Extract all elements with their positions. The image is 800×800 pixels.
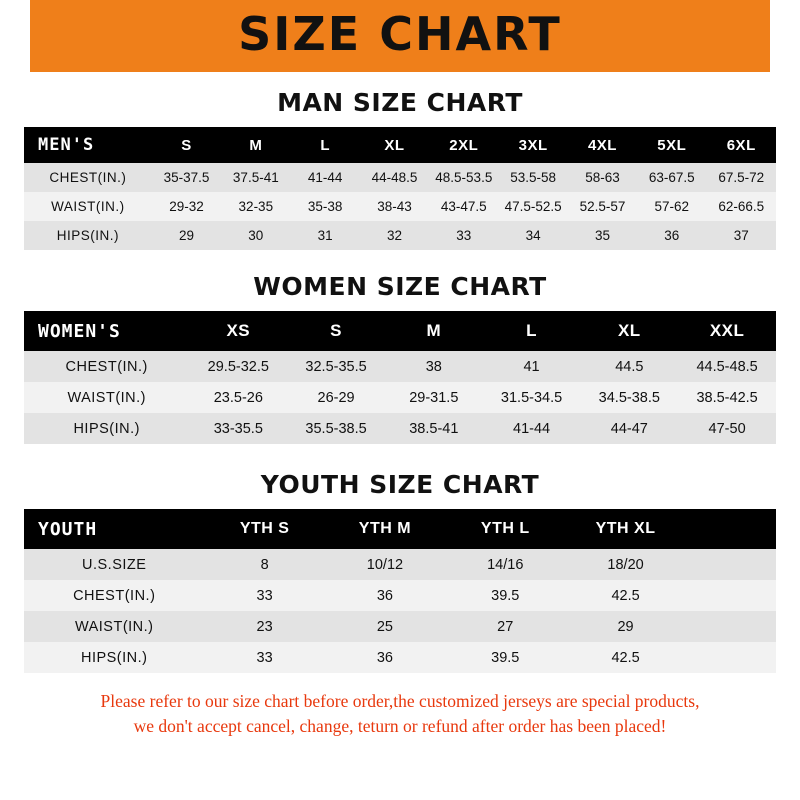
youth-col-2: YTH L <box>480 520 530 537</box>
man-row-0-label: CHEST(IN.) <box>24 163 152 192</box>
youth-r0-c3: 18/20 <box>565 549 685 580</box>
women-header-label: WOMEN'S <box>38 320 121 342</box>
man-row-2-label: HIPS(IN.) <box>24 221 152 250</box>
youth-row-1-label: CHEST(IN.) <box>24 580 204 611</box>
man-r0-c0: 35-37.5 <box>152 163 221 192</box>
youth-r0-spacer <box>686 549 776 580</box>
women-row-2-label: HIPS(IN.) <box>24 413 189 444</box>
man-r1-c2: 35-38 <box>290 192 359 221</box>
man-col-4: 2XL <box>449 136 479 154</box>
man-r1-c3: 38-43 <box>360 192 429 221</box>
women-r2-c4: 44-47 <box>580 413 678 444</box>
table-row <box>24 382 776 413</box>
women-r2-c2: 38.5-41 <box>385 413 483 444</box>
man-section-title: MAN SIZE CHART <box>277 88 523 117</box>
women-size-table <box>24 311 776 444</box>
man-r0-c1: 37.5-41 <box>221 163 290 192</box>
youth-col-spacer <box>686 509 776 549</box>
man-r2-c8: 37 <box>706 221 776 250</box>
man-r0-c5: 53.5-58 <box>498 163 567 192</box>
man-col-6: 4XL <box>587 136 617 154</box>
header-right-margin <box>770 0 800 72</box>
man-r0-c7: 63-67.5 <box>637 163 706 192</box>
man-r0-c3: 44-48.5 <box>360 163 429 192</box>
table-row <box>24 413 776 444</box>
man-size-table <box>24 127 776 250</box>
women-col-5: XXL <box>709 321 745 340</box>
man-col-0: S <box>181 136 192 154</box>
man-r1-c6: 52.5-57 <box>568 192 637 221</box>
table-header-row <box>24 127 776 163</box>
man-r0-c2: 41-44 <box>290 163 359 192</box>
man-r2-c4: 33 <box>429 221 498 250</box>
women-col-2: M <box>426 321 442 340</box>
youth-r1-spacer <box>686 580 776 611</box>
youth-r3-c1: 36 <box>325 642 445 673</box>
man-r2-c2: 31 <box>290 221 359 250</box>
women-r1-c3: 31.5-34.5 <box>483 382 581 413</box>
youth-r2-c3: 29 <box>565 611 685 642</box>
table-row <box>24 611 776 642</box>
page-title: SIZE CHART <box>238 7 562 61</box>
youth-size-table <box>24 509 776 673</box>
youth-r0-c2: 14/16 <box>445 549 565 580</box>
women-r0-c2: 38 <box>385 351 483 382</box>
header-left-margin <box>0 0 30 72</box>
man-r1-c7: 57-62 <box>637 192 706 221</box>
women-r0-c4: 44.5 <box>580 351 678 382</box>
man-r2-c0: 29 <box>152 221 221 250</box>
table-row <box>24 351 776 382</box>
youth-r1-c3: 42.5 <box>565 580 685 611</box>
women-r0-c3: 41 <box>483 351 581 382</box>
women-r0-c1: 32.5-35.5 <box>287 351 385 382</box>
man-r1-c1: 32-35 <box>221 192 290 221</box>
women-r0-c0: 29.5-32.5 <box>189 351 287 382</box>
chart-content <box>0 88 800 740</box>
women-r1-c0: 23.5-26 <box>189 382 287 413</box>
table-row <box>24 642 776 673</box>
women-col-4: XL <box>617 321 641 340</box>
youth-r3-spacer <box>686 642 776 673</box>
women-r1-c4: 34.5-38.5 <box>580 382 678 413</box>
man-col-8: 6XL <box>726 136 756 154</box>
women-r0-c5: 44.5-48.5 <box>678 351 776 382</box>
table-row <box>24 163 776 192</box>
women-col-1: S <box>330 321 342 340</box>
man-r0-c4: 48.5-53.5 <box>429 163 498 192</box>
youth-r0-c1: 10/12 <box>325 549 445 580</box>
man-col-1: M <box>249 136 263 154</box>
header-band <box>0 0 800 72</box>
table-row <box>24 549 776 580</box>
women-section-title: WOMEN SIZE CHART <box>253 272 547 301</box>
youth-header-label: YOUTH <box>38 518 98 540</box>
footer-note <box>24 689 776 740</box>
table-header-row <box>24 509 776 549</box>
table-row <box>24 580 776 611</box>
women-row-1-label: WAIST(IN.) <box>24 382 189 413</box>
women-r1-c5: 38.5-42.5 <box>678 382 776 413</box>
youth-row-3-label: HIPS(IN.) <box>24 642 204 673</box>
man-r1-c0: 29-32 <box>152 192 221 221</box>
youth-col-3: YTH XL <box>595 520 656 537</box>
youth-row-0-label: U.S.SIZE <box>24 549 204 580</box>
women-col-0: XS <box>226 321 251 340</box>
women-r2-c3: 41-44 <box>483 413 581 444</box>
man-r2-c1: 30 <box>221 221 290 250</box>
man-r2-c7: 36 <box>637 221 706 250</box>
table-header-row <box>24 311 776 351</box>
man-col-7: 5XL <box>657 136 687 154</box>
man-r1-c5: 47.5-52.5 <box>498 192 567 221</box>
youth-r2-c0: 23 <box>204 611 324 642</box>
man-r2-c5: 34 <box>498 221 567 250</box>
man-r1-c8: 62-66.5 <box>706 192 776 221</box>
women-r2-c5: 47-50 <box>678 413 776 444</box>
man-r2-c3: 32 <box>360 221 429 250</box>
table-row <box>24 221 776 250</box>
youth-col-1: YTH M <box>358 520 412 537</box>
youth-r2-spacer <box>686 611 776 642</box>
youth-r3-c2: 39.5 <box>445 642 565 673</box>
man-r0-c6: 58-63 <box>568 163 637 192</box>
women-col-3: L <box>526 321 537 340</box>
women-row-0-label: CHEST(IN.) <box>24 351 189 382</box>
man-col-5: 3XL <box>518 136 548 154</box>
man-r1-c4: 43-47.5 <box>429 192 498 221</box>
youth-r3-c3: 42.5 <box>565 642 685 673</box>
man-row-1-label: WAIST(IN.) <box>24 192 152 221</box>
footer-line-2: we don't accept cancel, change, teturn or refund after order has been placed! <box>133 716 667 737</box>
man-col-3: XL <box>384 136 405 154</box>
youth-r1-c1: 36 <box>325 580 445 611</box>
youth-r2-c2: 27 <box>445 611 565 642</box>
youth-r1-c0: 33 <box>204 580 324 611</box>
youth-section-title: YOUTH SIZE CHART <box>260 470 540 499</box>
youth-row-2-label: WAIST(IN.) <box>24 611 204 642</box>
women-r1-c2: 29-31.5 <box>385 382 483 413</box>
man-col-2: L <box>320 136 330 154</box>
man-header-label: MEN'S <box>38 135 95 155</box>
youth-col-0: YTH S <box>239 520 290 537</box>
women-r2-c1: 35.5-38.5 <box>287 413 385 444</box>
youth-r2-c1: 25 <box>325 611 445 642</box>
youth-r1-c2: 39.5 <box>445 580 565 611</box>
table-row <box>24 192 776 221</box>
youth-r0-c0: 8 <box>204 549 324 580</box>
man-r2-c6: 35 <box>568 221 637 250</box>
man-r0-c8: 67.5-72 <box>706 163 776 192</box>
women-r1-c1: 26-29 <box>287 382 385 413</box>
footer-line-1: Please refer to our size chart before order,the customized jerseys are special products, <box>100 691 700 711</box>
youth-r3-c0: 33 <box>204 642 324 673</box>
women-r2-c0: 33-35.5 <box>189 413 287 444</box>
